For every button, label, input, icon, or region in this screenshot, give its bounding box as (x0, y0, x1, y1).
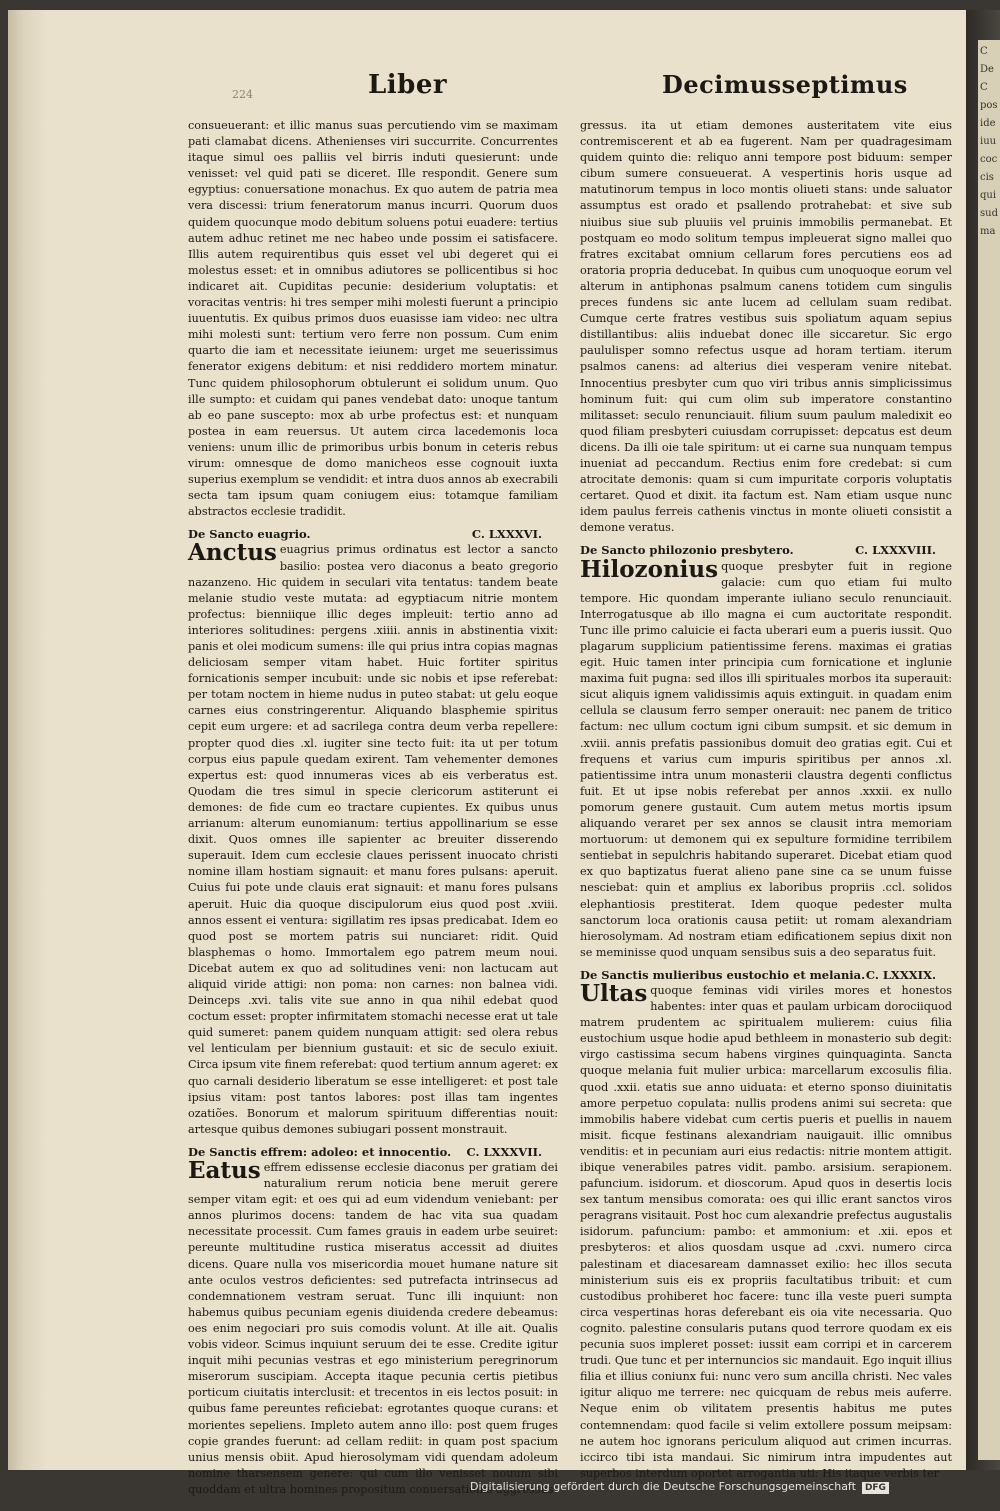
margin-fragment: C (980, 46, 988, 57)
right-column (580, 118, 952, 1482)
section-body (188, 1157, 558, 1498)
section-title: De Sancto philozonio presbytero. (580, 543, 794, 558)
chapter-number: C. LXXXIX. (865, 967, 936, 982)
chapter-number: C. LXXXVIII. (855, 543, 936, 558)
margin-fragment: sud (980, 208, 998, 219)
section-body (580, 555, 952, 961)
margin-fragment: pos (980, 100, 998, 111)
paragraph: quoque feminas vidi viriles mores et honestos habentes: inter quas et paulam urbicam dorociiquod matrem prudentem ac spiritualem mulierem: cuius filia eustochium usque hodie apud bethleem in monasterio sub degit: virgo castissima secum habens virgines quinquaginta. Sancta quoque melania fuit mulier urbica: marcellarum excosulis filia. quod .xxii. etatis sue anno uiduata: et eterno sponso diuinitatis amore perpetuo copulata: nullis prodens animi sui secreta: que immobilis habere videbat cum certis pueris et puellis in nauem misit. ficque festinans alexandriam nauigauit. illic omnibus venditis: et in pecuniam auri eius redactis: nitrie montem attigit. ibique venerabiles patres vidit. pambo. arsisium. serapionem. pafuncium. isidorum. et dioscorum. Apud quos in desertis locis sex tantum mensibus comorata: oes qui illic erant sanctos viros peragrans visitauit. Post hoc cum alexandrie prefectus augustalis isidorum. pafuncium: pambo: et ammonium: et .xii. epos et presbyteros: et alios quosdam usque ad .cxvi. numero circa palestinam et diacesaream damnasset exilio: hec illos secuta ministerium suis eis ex propriis facultatibus tribuit: et cum custodibus prohiberet hoc facere: tunc illa veste pueri sumpta circa vespertinas horas deferebant eis oia vite necessaria. Quo cognito. palestine consularis putans quod terrore quodam ex eis pecunia suos impleret posset: iussit eam corripi et in carcerem trudi. Que tunc et per internuncios sic mandauit. Ego inquit illius filia et illius coniunx fui: nunc vero sum ancilla christi. Nec vales igitur aliquo me terrere: nec quicquam de rebus meis auferre. Neque enim ob vilitatem presentis habitus me putes contemnendam: quod facile si velim extollere possum meipsam: ne autem hoc ignorans periculum aliquod aut crimen incurras. iccirco tibi ista mandaui. Sic nimirum intra impudentes aut superbos interdum oportet arrogantia uti: His itaque verbis ter (580, 983, 952, 1480)
chapter-number: C. LXXXVII. (466, 1144, 542, 1159)
next-page-margin (978, 40, 1000, 1460)
initial-word: Hilozonius (580, 555, 719, 583)
page-edge (8, 10, 48, 1470)
initial-word: Anctus (188, 539, 277, 567)
section-heading (188, 526, 558, 542)
footer-text: Digitalisierung gefördert durch die Deutsche Forschungsgemeinschaft (470, 1480, 856, 1493)
running-head-right: Decimusseptimus (662, 70, 908, 99)
section-heading (188, 1144, 558, 1160)
folio-number: 224 (232, 88, 253, 101)
section-body (188, 539, 558, 1137)
section-body (580, 979, 952, 1482)
section-heading (580, 967, 952, 983)
margin-fragment: iuu (980, 136, 997, 147)
chapter-number: C. LXXXVI. (471, 527, 542, 542)
margin-fragment: ide (980, 118, 996, 129)
initial-word: Eatus (188, 1157, 261, 1184)
dfg-logo: DFG (862, 1482, 889, 1494)
paragraph: consueuerant: et illic manus suas percutiendo vim se maximam pati clamabat dicens. Athenienses viri succurrite. Concurrentes itaque simul oes palliis vel birris induti quesierunt: unde venisset: vel quid pati se diceret. Ille respondit. Genere sum egyptius: conuersatione monachus. Ex quo autem de patria mea vera discessi: trium feneratorum manus incurri. Quorum duos quidem quocunque modo debitum soluens potui euadere: tertius autem adhuc retinet me nec habeo unde possim ei satisfacere. Illis autem requirentibus quis esset vel ubi degeret qui ei molestus esset: et in omnibus adiutores se pollicentibus si hoc indicaret ait. Cupiditas pecunie: desiderium voluptatis: et voracitas ventris: hi tres semper mihi molesti fuerunt a principio iuuentutis. Ex quibus primos duos euasisse iam video: nec ultra mihi molesti sunt: tertium vero ferre non possum. Cum enim quarto die iam et necessitate ieiunem: urget me seuerissimus fenerator exigens debitum: et nisi reddidero mortem minatur. Tunc quidem philosophorum obtulerunt ei solidum unum. Quo ille sumpto: et cuidam qui panes vendebat dato: unoque tantum ab eo pane suscepto: mox ab urbe profectus est: et nunquam postea in eam reuersus. Ut autem circa lacedemonis loca veniens: unum illic de primoribus urbis bonum in ceteris rebus virum: omnesque de domo manicheos esse cognouit iuxta superius exemplum se vendidit: et intra duos annos ab execrabili secta tam ipsum quam coniugem eius: totamque familiam abstractos ecclesie tradidit. (188, 119, 558, 519)
margin-fragment: coc (980, 154, 998, 165)
margin-fragment: De (980, 64, 994, 75)
section-heading (580, 542, 952, 558)
section-title: De Sancto euagrio. (188, 527, 311, 542)
margin-fragment: C (980, 82, 988, 93)
paragraph: effrem edissense ecclesie diaconus per gratiam dei naturalium rerum noticia bene meruit gerere semper vitam egit: et oes qui ad eum videndum veniebant: per annos plurimos docens: tandem de hac vita sua quadam necessitate processit. Cum fames grauis in eadem urbe seuiret: pereunte multitudine rustica miseratus accessit ad diuites dicens. Quare nulla vos misericordia mouet humane nature sit ante oculos vestros deficientes: sed putrefacta intrinsecus ad condemnationem vestram seruat. Tunc illi inquiunt: non habemus quibus pecuniam egenis diuidenda credere debeamus: oes enim negociari pro suis comodis volunt. At ille ait. Qualis vobis videor. Scimus inquiunt seruum dei te esse. Credite igitur inquit mihi pecunias vestras et ego ministerium peregrinorum miserorum suscipiam. Accepta itaque pecunia certis pietibus porticum ciuitatis interclusit: et trecentos in eis lectos posuit: in quibus fame pereuntes reficiebat: egrotantes quoque curans: et morientes sepeliens. Impleto autem anno illo: post quem fruges copie grandes fuerunt: ad cellam rediit: in quam post spacium unius mensis obiit. Apud hierosolymam vidi quendam adoleum nomine tharsensem genere: qui cum illo venisset nouum sibi quoddam et ultra homines propositum conuersationis aggressus. (188, 1161, 558, 1496)
paragraph: quoque presbyter fuit in regione galacie: cum quo etiam fui multo tempore. Hic quondam imperante iuliano seculo renunciauit. Interrogatusque ab illo magna ei cum auctoritate respondit. Tunc ille primo caluicie ei facta uberari eum a pueris iussit. Quo plagarum supplicium patientissime ferens. maximas ei gratias egit. Huic tamen inter principia cum fornicatione et inglunie maxima fuit pugna: sed illos illi spirituales morbos ita superauit: sicut aliquis ignem validissimis aquis extinguit. in quadam enim cellula se clausum ferro semper onerauit: nec panem de tritico factum: nec ullum coctum igni cibum sumpsit. et sic demum in .xviii. annis prefatis passionibus domuit deo gratias egit. Cui et frequens et varius cum impuris spiritibus per annos .xl. patientissime intra unum monasterii claustra degenti conflictus fuit. Et ut ipse nobis referebat per annos .xxxii. ex nullo pomorum genere gustauit. Cum autem metus mortis ipsum aliquando veraret per sex annos se clausit intra memoriam mortuorum: ut demonem qui ex sepulture formidine terribilem sentiebat in sepulchris habitando superaret. Dicebat etiam quod ex quo baptizatus fuerat alieno pane sine ca se unum fuisse nesciebat: quin et amplius ex laboribus propriis .ccl. solidos elephantiosis prestiterat. Idem quoque pedester multa sanctorum loca orationis causa petiit: ut romam alexandriam hierosolymam. Ad nostram etiam edificationem sepius dixit non se meminisse quod unquam sensibus suis a deo separatus fuit. (580, 559, 952, 959)
section-title: De Sanctis mulieribus eustochio et melania. (580, 967, 866, 982)
initial-word: Ultas (580, 979, 648, 1007)
running-head-left: Liber (368, 70, 448, 100)
margin-fragment: qui (980, 190, 997, 201)
footer-credit (470, 1480, 889, 1494)
margin-fragment: cis (980, 172, 994, 183)
paragraph: gressus. ita ut etiam demones austeritatem vite eius contremiscerent et ab ea fugerent. Nam per quadragesimam quidem quinto die: reliquo anni tempore post biduum: semper cibum sumere consueuerat. A vespertinis horis usque ad matutinorum tempus in loco montis oliueti stans: unde saluator assumptus est orado et psallendo protrahebat: et sive sub niuibus siue sub pluuiis vel pruinis immobilis permanebat. Et postquam eo modo solitum tempus impleuerat signo mallei quo fratres excitabat omnium cellarum fores percutiens eos ad oratoria propria deducebat. In quibus cum unoquoque eorum vel alterum in antiphonas psalmum canens totidem cum singulis preces fundens sic ante lucem ad cellulam suam redibat. Cumque certe fratres vestibus suis spoliatum aquam sepius distillantibus: aliis induebat donec ille siccaretur. Sic ergo paululisper somno refectus usque ad horam tertiam. iterum psalmos canens: ad alterius diei vesperam venire nitebat. Innocentius presbyter cum quo viri tribus annis simplicissimus hominum fuit: qui cum olim sub imperatore constantino militasset: seculo renunciauit. filium suum paulum maledixit eo quod filiam presbyteri cuiusdam corrupisset: depcatus est deum dicens. Da illi oie tale spiritum: ut ei carne sua nunquam tempus inueniat ad peccandum. Rectius enim fore credebat: si cum atrocitate demonis: quam si cum impuritate corporis voluptatis certaret. Quod et dixit. ita factum est. Nam etiam usque nunc idem paulus ferreis cathenis vinctus in monte oliueti consistit a demone veratus. (580, 119, 952, 535)
paragraph: euagrius primus ordinatus est lector a sancto basilio: postea vero diaconus a beato gregorio nazanzeno. Hic quidem in seculari vita tentatus: tandem beate melanie studio veste mutata: ad egyptiacum nitrie montem profectus: bienniique illic deges impleuit: tertio anno ad interiores solitudines: pergens .xiiii. annis in abstinentia vixit: panis et olei modicum sumens: ille qui prius intra copias magnas deliciosam semper vitam habet. Huic fortiter spiritus fornicationis semper incubuit: unde sic nobis et ipse referebat: per totam noctem in hieme nudus in puteo stabat: ut gelu eoque carnes eius constringerentur. Aliquando blasphemie spiritus cepit eum urgere: et ad sacrilega contra deum verba repellere: propter quod dies .xl. iugiter sine tecto fuit: ita ut per totum corpus eius papule quedam exirent. Tam vehementer demones expertus est: quod innumeras vices ab eis verberatus est. Quodam die tres simul in specie clericorum astiterunt ei demones: de fide cum eo tractare cupientes. Ex quibus unus arrianum: alterum eunomianum: tertius appollinarium se esse dixit. Quos omnes ille sapienter ac breuiter disserendo superauit. Idem cum ecclesie claues perissent inuocato christi nomine illam hostiam signauit: et manu fores pulsans: aperuit. Cuius fui pote unde clauis erat signauit: et manu fores pulsans aperuit. Huic dia quoque discipulorum eius quod post .xviii. annos essent ei ventura: sigillatim res ipsas predicabat. Idem eo quod post se mortem patris sui nunciaret: ridit. Quid blasphemas o homo. Immortalem ego patrem meum noui. Dicebat autem ex quo ad solitudines veni: non lactucam aut aliquid viride attigi: non poma: non carnes: non balnea vidi. Deinceps .xvi. talis vite sue anno in qua nihil edebat quod coctum esset: propter infirmitatem stomachi necesse erat ut tale quid sumeret: panem quidem nunquam attigit: sed olera rebus vel lenticulam per biennium gustauit: et sic de seculo exiuit. Circa ipsum vite finem referebat: quod tertium annum ageret: ex quo carnali desiderio liberatum se esse intelligeret: et post tale ipsius vitam: post tantos labores: post illas tam ingentes ozatiões. Bonorum et malorum spirituum differentias nouit: artesque quibus demones subiugari possent monstrauit. (188, 543, 558, 1136)
margin-fragment: ma (980, 226, 996, 237)
section-title: De Sanctis effrem: adoleo: et innocentio. (188, 1144, 452, 1159)
left-column (188, 118, 558, 1498)
